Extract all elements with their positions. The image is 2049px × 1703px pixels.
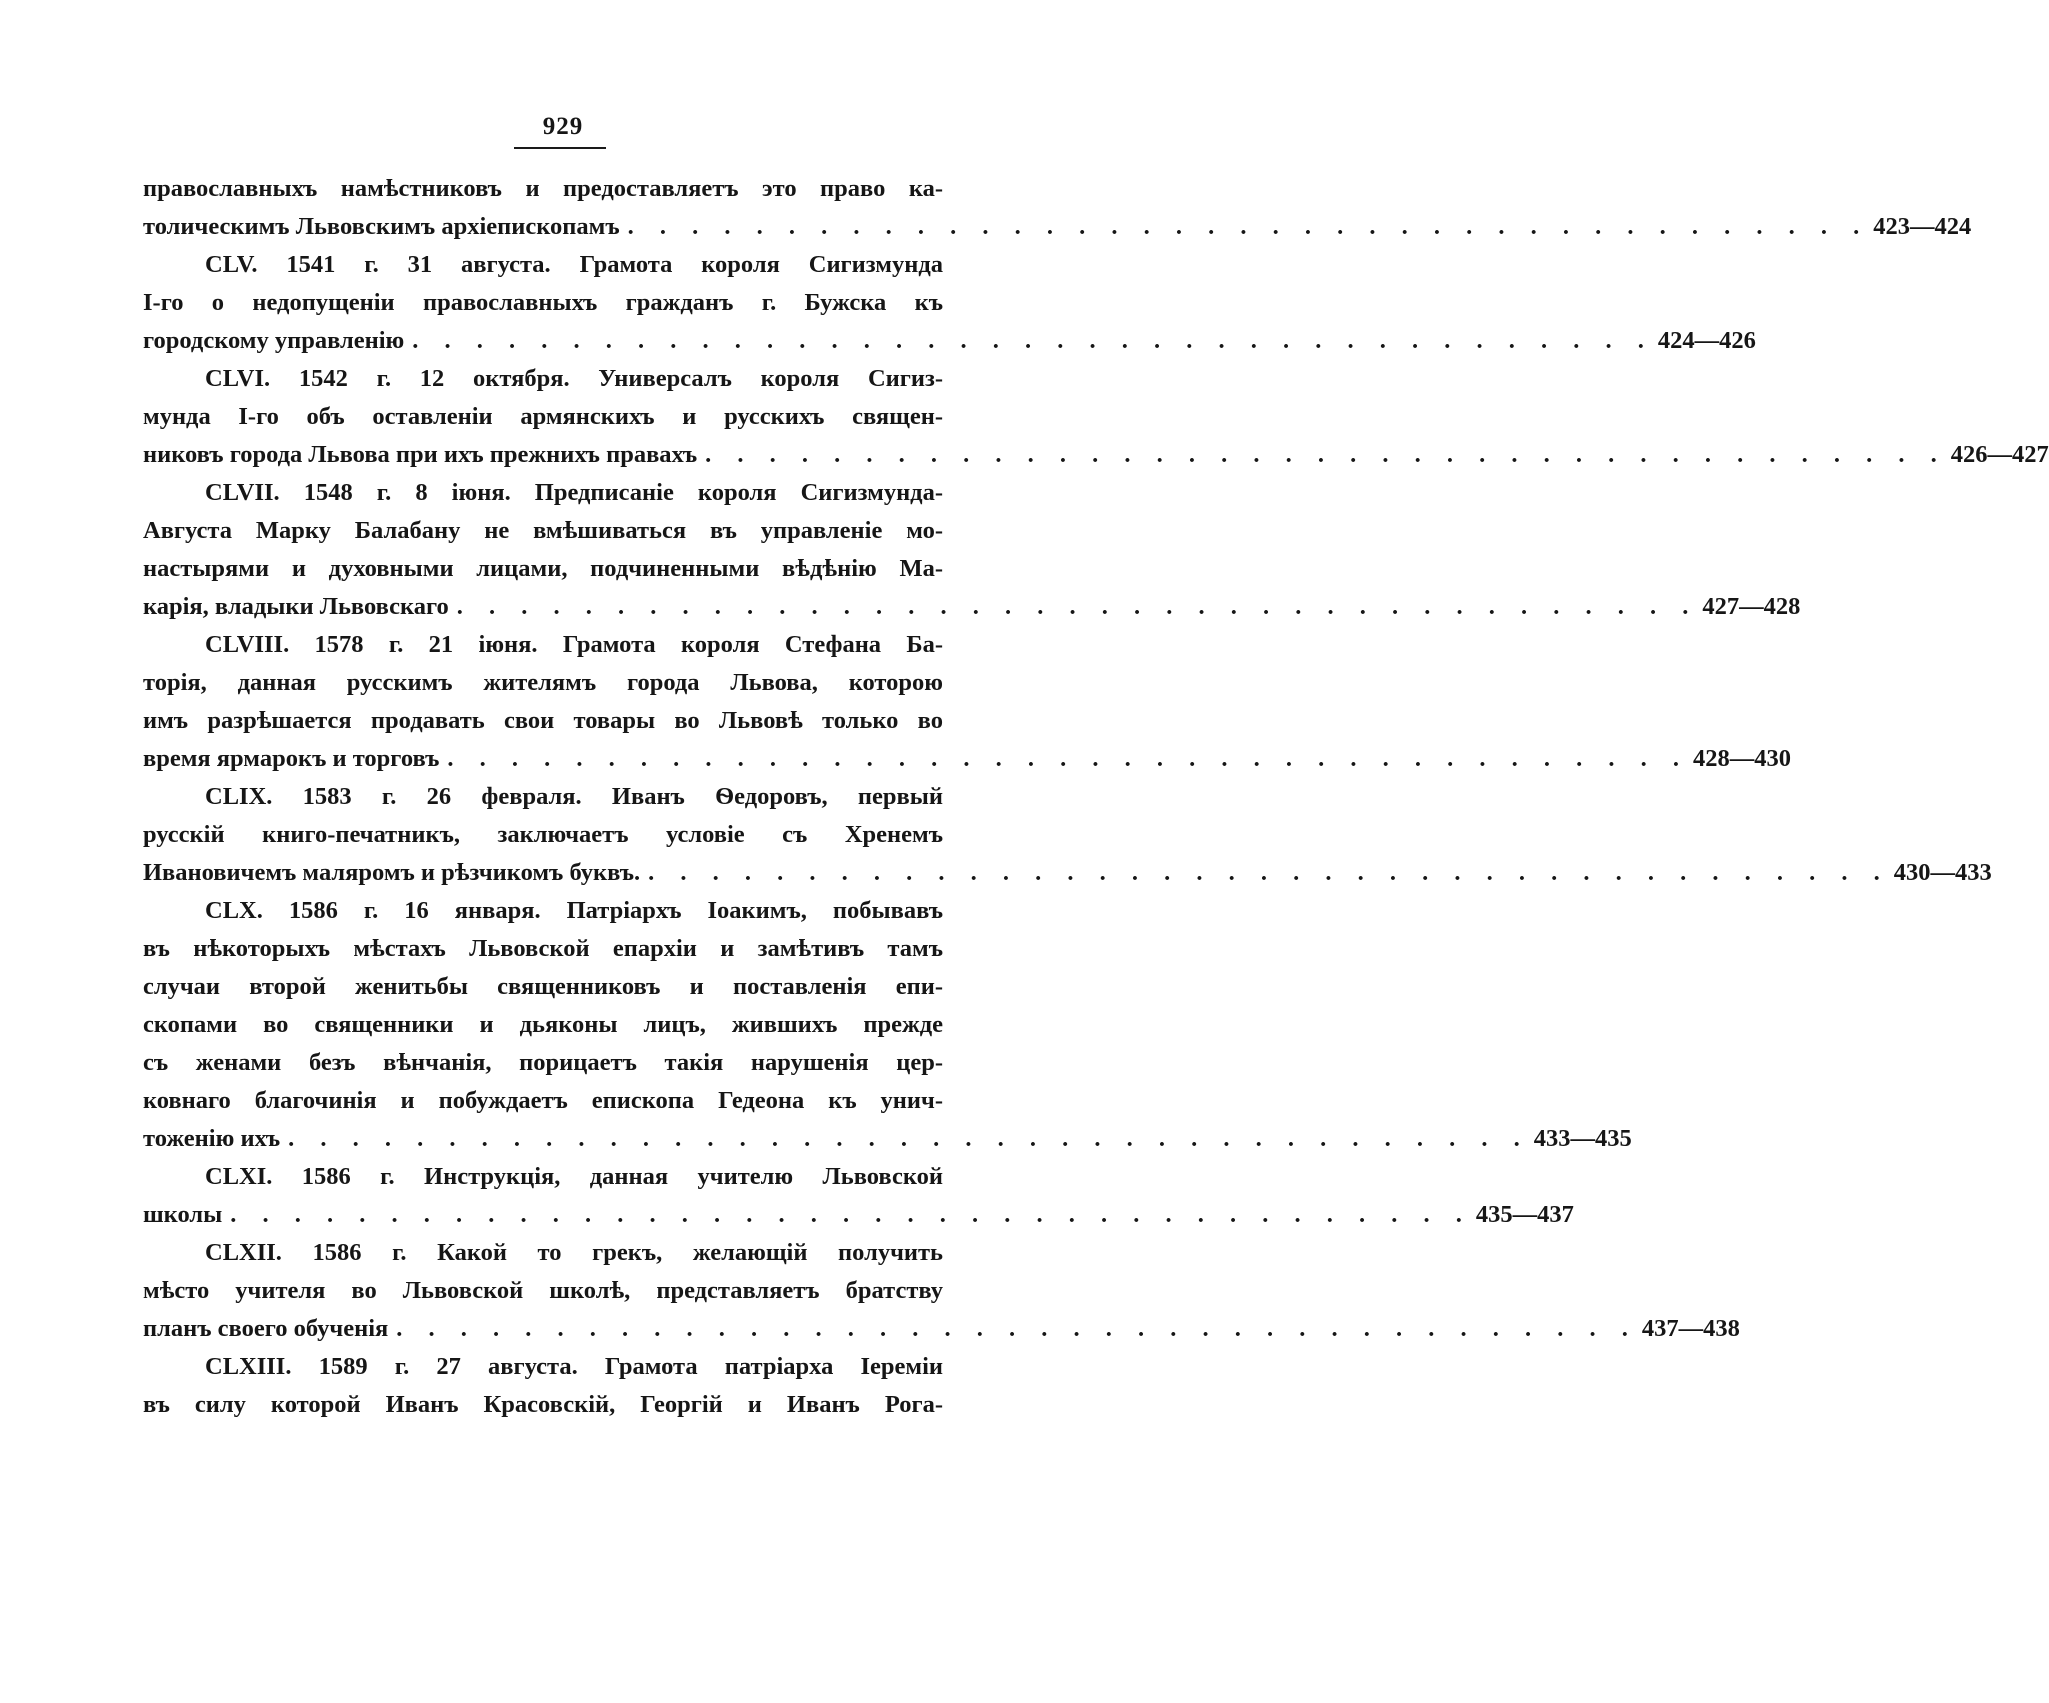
text-line: въ нѣкоторыхъ мѣстахъ Львовской епархіи и замѣтивъ тамъ: [143, 935, 943, 962]
dot-leader: . . . . . . . . . . . . . . . . . . . . . . . . . . . . . . . . . . . . . . .: [396, 1315, 1638, 1342]
table-of-contents-text: [143, 170, 2049, 1424]
header-rule: [514, 147, 606, 149]
dot-leader: . . . . . . . . . . . . . . . . . . . . . . . . . . . . . . . . . . . . . . .: [447, 745, 1689, 772]
text-line: мѣсто учителя во Львовской школѣ, представляетъ братству: [143, 1277, 943, 1304]
page-range: 423—424: [1873, 213, 1972, 240]
text-line: ковнаго благочинія и побуждаетъ епископа Гедеона къ унич-: [143, 1087, 943, 1114]
page-range: 430—433: [1893, 859, 1992, 886]
line-text: планъ своего обученія: [143, 1315, 389, 1342]
text-line: настырями и духовными лицами, подчиненными вѣдѣнію Ма-: [143, 555, 943, 582]
text-line: скопами во священники и дьяконы лицъ, жившихъ прежде: [143, 1011, 943, 1038]
text-line: Августа Марку Балабану не вмѣшиваться въ управленіе мо-: [143, 517, 943, 544]
page-range: 427—428: [1702, 593, 1801, 620]
text-line: CLXIII. 1589 г. 27 августа. Грамота патріарха Іереміи: [205, 1353, 943, 1380]
text-line: CLXI. 1586 г. Инструкція, данная учителю Львовской: [205, 1163, 943, 1190]
toc-entry-line-with-pages: [143, 1196, 1574, 1234]
toc-entry-line-with-pages: [143, 740, 1791, 778]
line-text: Ивановичемъ маляромъ и рѣзчикомъ буквъ.: [143, 859, 641, 886]
text-line: CLVI. 1542 г. 12 октября. Универсалъ короля Сигиз-: [205, 365, 943, 392]
text-line: въ силу которой Иванъ Красовскій, Георгій и Иванъ Рога-: [143, 1391, 943, 1418]
dot-leader: . . . . . . . . . . . . . . . . . . . . . . . . . . . . . . . . . . . . . . .: [412, 327, 1654, 354]
text-line: I-го о недопущеніи православныхъ гражданъ г. Бужска къ: [143, 289, 943, 316]
page-range: 435—437: [1475, 1201, 1574, 1228]
text-line: русскій книго-печатникъ, заключаетъ условіе съ Хренемъ: [143, 821, 943, 848]
page-range: 426—427: [1950, 441, 2049, 468]
line-text: время ярмарокъ и торговъ: [143, 745, 440, 772]
text-line: CLXII. 1586 г. Какой то грекъ, желающій получить: [205, 1239, 943, 1266]
toc-entry-line-with-pages: [143, 436, 2049, 474]
dot-leader: . . . . . . . . . . . . . . . . . . . . . . . . . . . . . . . . . . . . . . .: [456, 593, 1699, 620]
page-range: 437—438: [1641, 1315, 1740, 1342]
line-text: никовъ города Львова при ихъ прежнихъ правахъ: [143, 441, 698, 468]
toc-entry-line-with-pages: [143, 1310, 1740, 1348]
toc-entry-line-with-pages: [143, 322, 1756, 360]
line-text: школы: [143, 1201, 223, 1228]
dot-leader: . . . . . . . . . . . . . . . . . . . . . . . . . . . . . . . . . . . . . . .: [288, 1125, 1530, 1152]
page-range: 433—435: [1533, 1125, 1632, 1152]
text-line: случаи второй женитьбы священниковъ и поставленія епи-: [143, 973, 943, 1000]
text-line: православныхъ намѣстниковъ и предоставляетъ это право ка-: [143, 175, 943, 202]
line-text: толическимъ Львовскимъ архіепископамъ: [143, 213, 620, 240]
text-line: CLV. 1541 г. 31 августа. Грамота короля Сигизмунда: [205, 251, 943, 278]
line-text: городскому управленію: [143, 327, 405, 354]
text-line: мунда I-го объ оставленіи армянскихъ и русскихъ священ-: [143, 403, 943, 430]
page-range: 424—426: [1657, 327, 1756, 354]
dot-leader: . . . . . . . . . . . . . . . . . . . . . . . . . . . . . . . . . . . . . . .: [705, 441, 1947, 468]
text-line: торія, данная русскимъ жителямъ города Львова, которою: [143, 669, 943, 696]
text-line: CLVII. 1548 г. 8 іюня. Предписаніе короля Сигизмунда-: [205, 479, 943, 506]
toc-entry-line-with-pages: [143, 208, 1972, 246]
text-line: CLX. 1586 г. 16 января. Патріархъ Іоакимъ, побывавъ: [205, 897, 943, 924]
line-text: тоженію ихъ: [143, 1125, 281, 1152]
page-number: 929: [542, 113, 584, 140]
text-line: CLVIII. 1578 г. 21 іюня. Грамота короля Стефана Ба-: [205, 631, 943, 658]
dot-leader: . . . . . . . . . . . . . . . . . . . . . . . . . . . . . . . . . . . . . . .: [648, 859, 1890, 886]
line-text: карія, владыки Львовскаго: [143, 593, 449, 620]
toc-entry-line-with-pages: [143, 854, 1992, 892]
dot-leader: . . . . . . . . . . . . . . . . . . . . . . . . . . . . . . . . . . . . . . .: [627, 213, 1870, 240]
text-line: съ женами безъ вѣнчанія, порицаетъ такія нарушенія цер-: [143, 1049, 943, 1076]
text-line: имъ разрѣшается продавать свои товары во Львовѣ только во: [143, 707, 943, 734]
text-line: CLIX. 1583 г. 26 февраля. Иванъ Ѳедоровъ, первый: [205, 783, 943, 810]
toc-entry-line-with-pages: [143, 1120, 1632, 1158]
dot-leader: . . . . . . . . . . . . . . . . . . . . . . . . . . . . . . . . . . . . . . .: [230, 1201, 1472, 1228]
toc-entry-line-with-pages: [143, 588, 1801, 626]
page-range: 428—430: [1693, 745, 1791, 772]
